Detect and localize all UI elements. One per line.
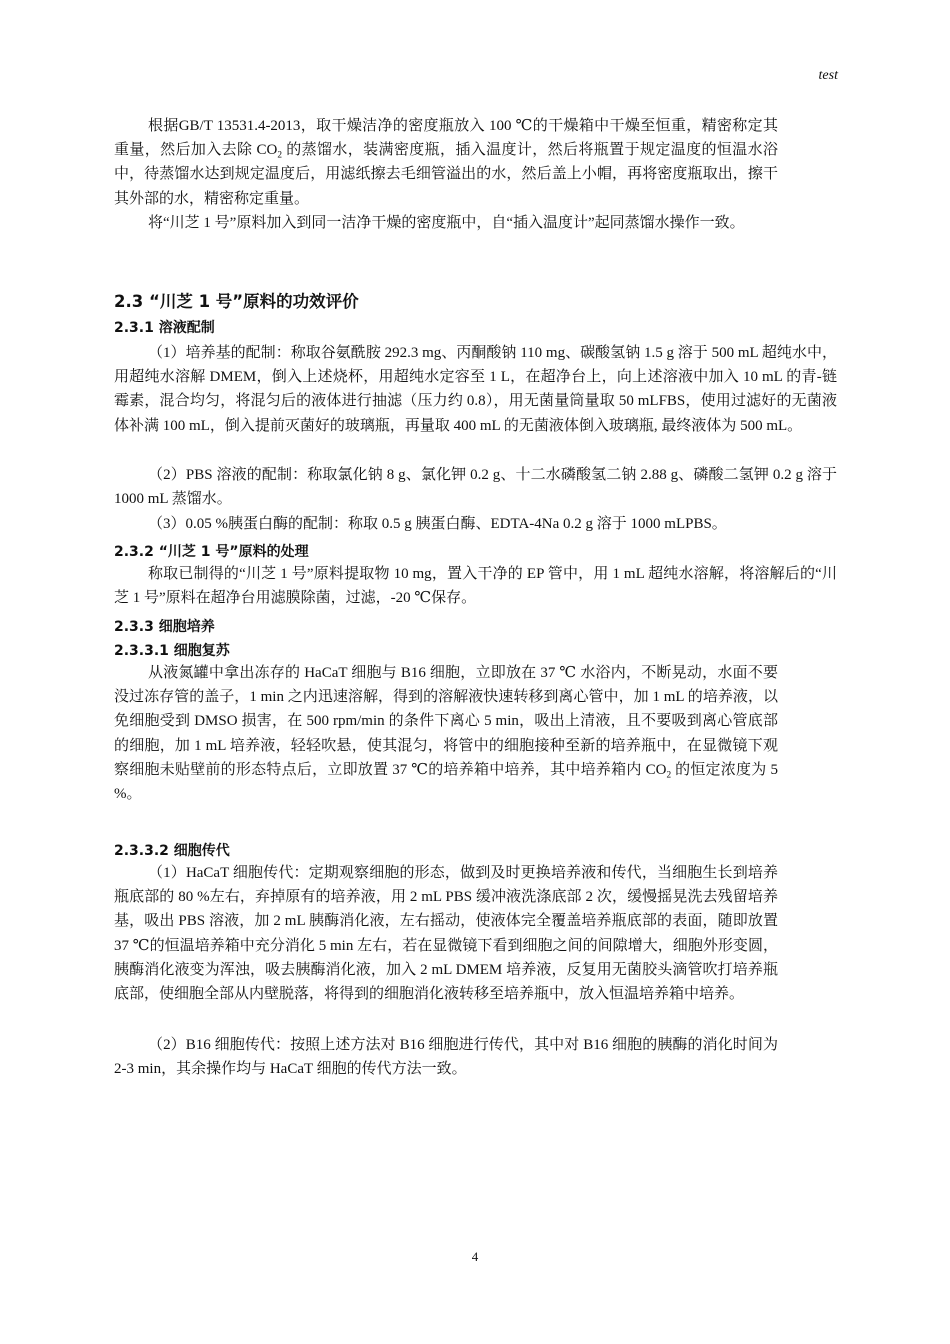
section-heading-2-3-2: 2.3.2 “川芝 1 号”原料的处理 [114,544,309,560]
subscript: 2 [666,770,672,781]
text-segment: 从液氮罐中拿出冻存的 HaCaT 细胞与 B16 细胞，立即放在 37 ℃ 水浴内，不断晃动，水面不要没过冻存管的盖子，1 min 之内迅速溶解，得到的溶解液快速转移到离心管中，加 1 mL 的培养液，以免细胞受到 DMSO 损害，在 500 rpm/min 的条件下离心 5 min，吸出上清液，且不要吸到离心管底部的细胞，加 1 mL 培养液，轻轻吹悬，使其混匀，将管中的细胞接种至新的培养瓶中，在显微镜下观察细胞未贴壁前的形态特点后，立即放置 37 ℃的培养箱中培养，其中培养箱内 CO [114,665,778,778]
paragraph-sample-density: 将“川芝 1 号”原料加入到同一洁净干燥的密度瓶中，自“插入温度计”起同蒸馏水操作一致。 [148,215,745,231]
paragraph-b16-passage: （2）B16 细胞传代：按照上述方法对 B16 细胞进行传代，其中对 B16 细胞的胰酶的消化时间为 2-3 min，其余操作均与 HaCaT 细胞的传代方法一致。 [114,1037,778,1078]
section-heading-2-3-3-1: 2.3.3.1 细胞复苏 [114,643,230,659]
paragraph-sample-treatment: 称取已制得的“川芝 1 号”原料提取物 10 mg，置入干净的 EP 管中，用 1 mL 超纯水溶解，将溶解后的“川芝 1 号”原料在超净台用滤膜除菌，过滤，-20 ℃保存。 [114,566,837,607]
section-heading-2-3-1: 2.3.1 溶液配制 [114,320,215,336]
page-number: 4 [471,1249,479,1264]
paragraph-density-method [114,114,778,211]
paragraph-trypsin-prep: （3）0.05 %胰蛋白酶的配制：称取 0.5 g 胰蛋白酶、EDTA-4Na 0.2 g 溶于 1000 mLPBS。 [148,516,727,532]
section-heading-2-3-3-2: 2.3.3.2 细胞传代 [114,843,230,859]
paragraph-cell-revival [114,661,778,806]
paragraph-hacat-passage: （1）HaCaT 细胞传代：定期观察细胞的形态，做到及时更换培养液和传代，当细胞生长到培养瓶底部的 80 %左右，弃掉原有的培养液，用 2 mL PBS 缓冲液洗涤底部 2 次，缓慢摇晃洗去残留培养基，吸出 PBS 溶液，加 2 mL 胰酶消化液，左右摇动，使液体完全覆盖培养瓶底部的表面，随即放置 37 ℃的恒温培养箱中充分消化 5 min 左右，若在显微镜下看到细胞之间的间隙增大，细胞外形变圆，胰酶消化液变为浑浊，吸去胰酶消化液，加入 2 mL DMEM 培养液，反复用无菌胶头滴管吹打培养瓶底部，使细胞全部从内壁脱落，将得到的细胞消化液转移至培养瓶中，放入恒温培养箱中培养。 [114,865,778,1003]
subscript: 2 [277,150,283,161]
paragraph-pbs-prep: （2）PBS 溶液的配制：称取氯化钠 8 g、氯化钾 0.2 g、十二水磷酸氢二钠 2.88 g、磷酸二氢钾 0.2 g 溶于 1000 mL 蒸馏水。 [114,467,837,508]
paragraph-medium-prep: （1）培养基的配制：称取谷氨酰胺 292.3 mg、丙酮酸钠 110 mg、碳酸氢钠 1.5 g 溶于 500 mL 超纯水中，用超纯水溶解 DMEM，倒入上述烧杯，用超纯水定容至 1 L，在超净台上，向上述溶液中加入 10 mL 的青-链霉素，混合均匀，将混匀后的液体进行抽滤（压力约 0.8），用无菌量筒量取 50 mLFBS，使用过滤好的无菌液体补满 100 mL，倒入提前灭菌好的玻璃瓶，再量取 400 mL 的无菌液体倒入玻璃瓶, 最终液体为 500 mL。 [114,345,837,434]
section-heading-2-3-3: 2.3.3 细胞培养 [114,619,215,635]
text-segment: 的蒸馏水，装满密度瓶，插入温度计，然后将瓶置于规定温度的恒温水浴中，待蒸馏水达到规定温度后，用滤纸擦去毛细管溢出的水，然后盖上小帽，再将密度瓶取出，擦干其外部的水，精密称定重量。 [114,142,778,207]
text-segment: 根据GB/T 13531.4-2013，取干燥洁净的密度瓶放入 100 ℃的干燥箱中干燥至恒重，精密称定其重量，然后加入去除 CO [114,118,778,159]
header-note: test [818,68,838,83]
text-segment: 的恒定浓度为 5 %。 [114,761,778,803]
section-heading-2-3: 2.3 “川芝 1 号”原料的功效评价 [114,292,359,311]
